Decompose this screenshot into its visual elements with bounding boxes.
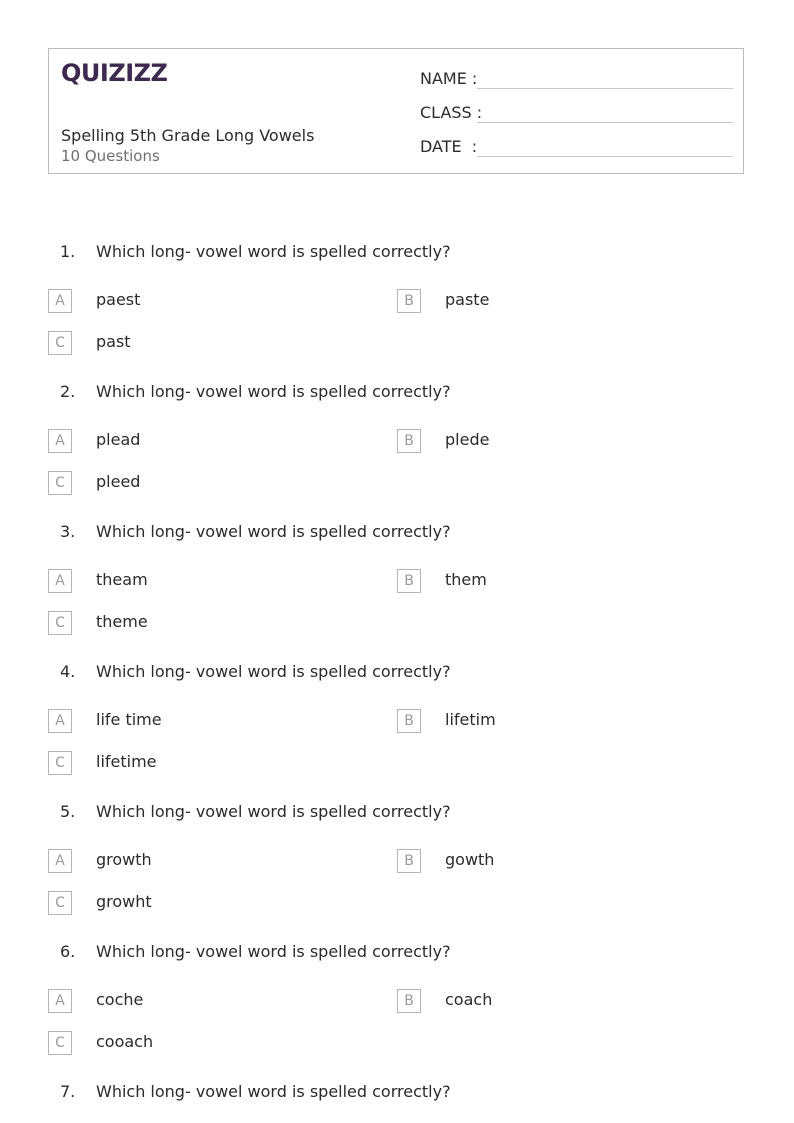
question-text: Which long- vowel word is spelled correctly?: [96, 802, 451, 821]
option-text: pleed: [96, 472, 141, 491]
option-text: paest: [96, 290, 141, 309]
option-text: plead: [96, 430, 141, 449]
question-7: [0, 1082, 794, 1112]
class-label: CLASS :: [420, 103, 483, 122]
option-letter-box: C: [48, 751, 72, 775]
date-field[interactable]: [420, 137, 733, 157]
option-text: lifetime: [96, 752, 157, 771]
option-letter-box: B: [397, 569, 421, 593]
option-text: theme: [96, 612, 148, 631]
question-number: 4.: [60, 662, 76, 681]
option-text: life time: [96, 710, 162, 729]
class-field[interactable]: [420, 103, 733, 123]
option-text: growht: [96, 892, 152, 911]
option-text: theam: [96, 570, 148, 589]
question-1: [0, 242, 794, 382]
question-2: [0, 382, 794, 522]
option-letter-box: B: [397, 289, 421, 313]
option-text: coach: [445, 990, 493, 1009]
option-letter-box: A: [48, 849, 72, 873]
question-text: Which long- vowel word is spelled correctly?: [96, 242, 451, 261]
question-number: 7.: [60, 1082, 76, 1101]
option-letter-box: C: [48, 471, 72, 495]
question-number: 2.: [60, 382, 76, 401]
class-line: [477, 122, 733, 123]
date-label: DATE :: [420, 137, 478, 156]
quizizz-logo: QUIZIZZ: [61, 59, 168, 87]
option-letter-box: A: [48, 429, 72, 453]
option-text: cooach: [96, 1032, 154, 1051]
question-6: [0, 942, 794, 1082]
name-field[interactable]: [420, 69, 733, 89]
option-text: coche: [96, 990, 144, 1009]
option-letter-box: C: [48, 611, 72, 635]
question-count: 10 Questions: [61, 147, 160, 165]
question-number: 5.: [60, 802, 76, 821]
option-text: past: [96, 332, 131, 351]
option-text: lifetim: [445, 710, 496, 729]
option-text: gowth: [445, 850, 495, 869]
question-number: 3.: [60, 522, 76, 541]
question-4: [0, 662, 794, 802]
option-text: growth: [96, 850, 152, 869]
option-letter-box: B: [397, 709, 421, 733]
option-letter-box: A: [48, 569, 72, 593]
question-number: 6.: [60, 942, 76, 961]
question-text: Which long- vowel word is spelled correctly?: [96, 1082, 451, 1101]
question-text: Which long- vowel word is spelled correctly?: [96, 662, 451, 681]
option-letter-box: B: [397, 989, 421, 1013]
question-5: [0, 802, 794, 942]
option-letter-box: A: [48, 289, 72, 313]
option-letter-box: B: [397, 429, 421, 453]
option-letter-box: C: [48, 1031, 72, 1055]
option-letter-box: A: [48, 709, 72, 733]
option-text: plede: [445, 430, 490, 449]
worksheet-title: Spelling 5th Grade Long Vowels: [61, 126, 315, 145]
question-text: Which long- vowel word is spelled correctly?: [96, 942, 451, 961]
option-letter-box: B: [397, 849, 421, 873]
name-line: [477, 88, 733, 89]
question-3: [0, 522, 794, 662]
date-line: [477, 156, 733, 157]
option-text: paste: [445, 290, 490, 309]
question-text: Which long- vowel word is spelled correctly?: [96, 522, 451, 541]
worksheet-header: [48, 48, 744, 174]
option-text: them: [445, 570, 487, 589]
question-number: 1.: [60, 242, 76, 261]
name-label: NAME :: [420, 69, 478, 88]
option-letter-box: C: [48, 331, 72, 355]
option-letter-box: A: [48, 989, 72, 1013]
question-text: Which long- vowel word is spelled correctly?: [96, 382, 451, 401]
option-letter-box: C: [48, 891, 72, 915]
